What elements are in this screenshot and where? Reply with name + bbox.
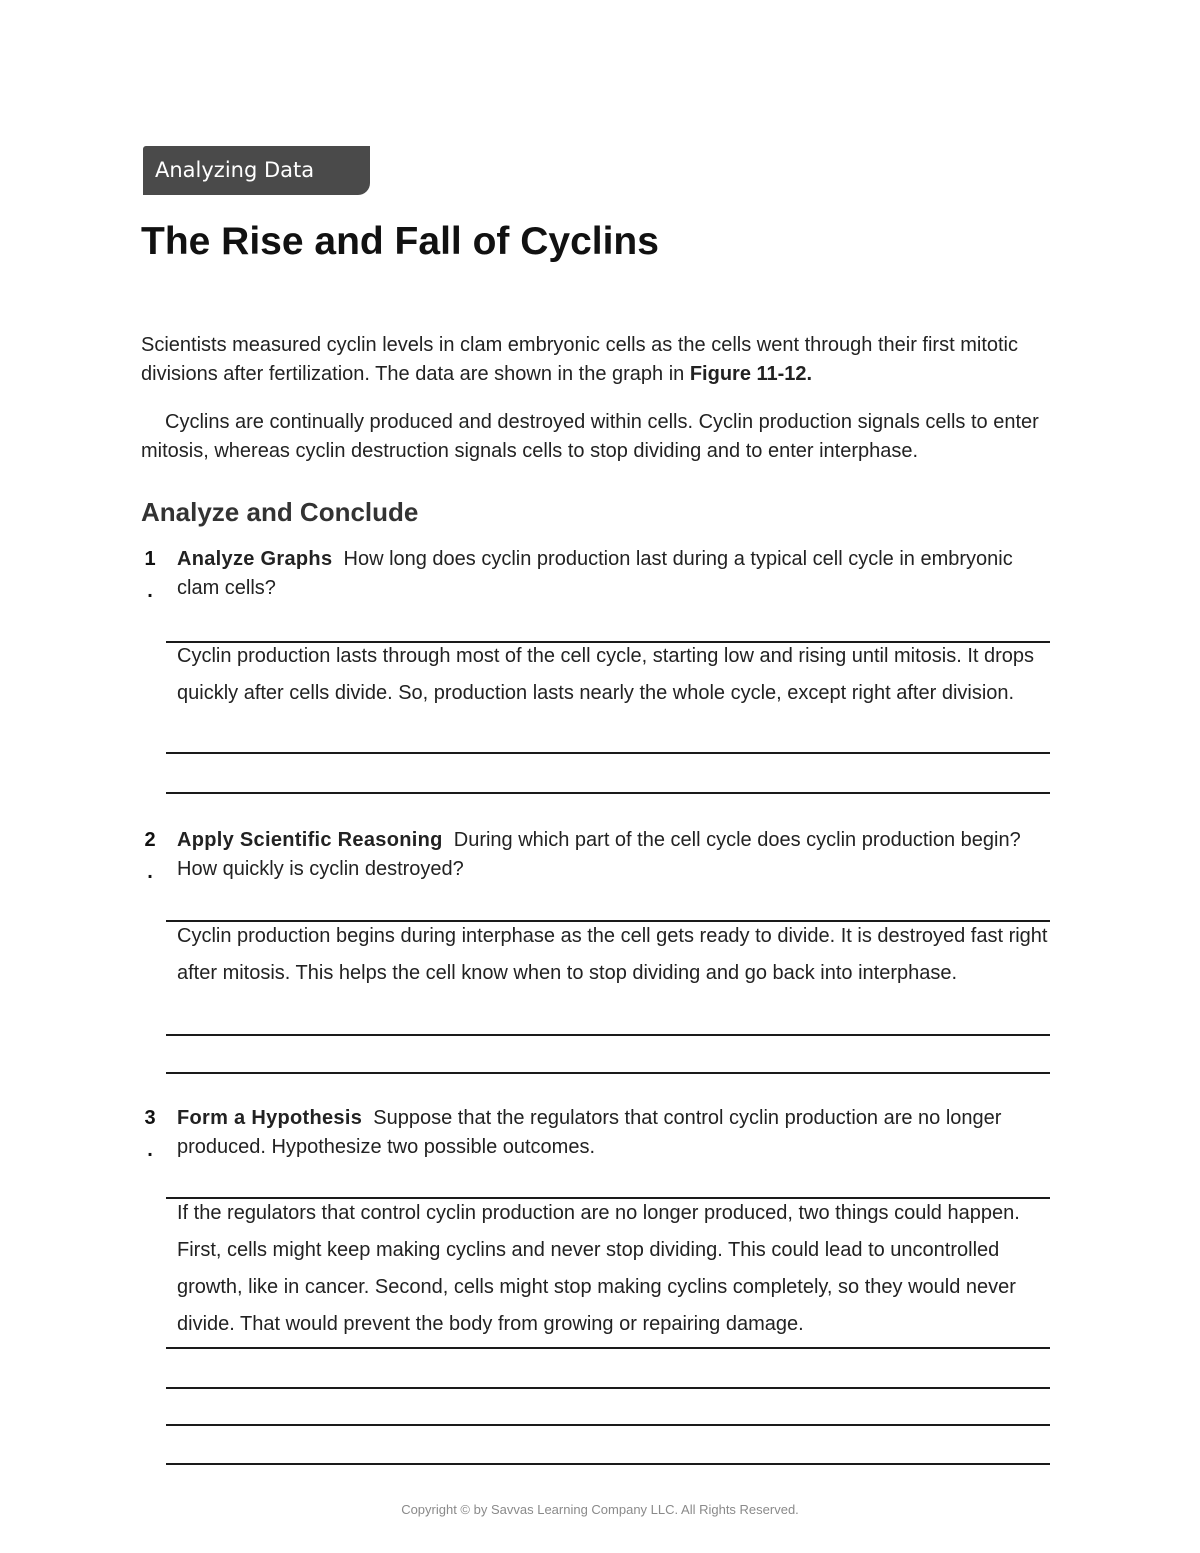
intro-paragraph-1-text: Scientists measured cyclin levels in clam embryonic cells as the cells went through their first mitotic divisions after fertilization. The data are shown in the graph in [141, 334, 1018, 385]
answer-rule [166, 752, 1050, 754]
question-3-number: 3 [144, 1107, 156, 1129]
question-2-number-dot: . [147, 861, 153, 883]
question-2-number: 2 [144, 829, 156, 851]
question-3-text [177, 1104, 1057, 1162]
question-1-number-dot: . [147, 580, 153, 602]
answer-rule [166, 792, 1050, 794]
question-1-number: 1 [144, 548, 156, 570]
question-1-prompt: How long does cyclin production last during a typical cell cycle in embryonic clam cells? [177, 548, 1013, 599]
answer-rule [166, 1463, 1050, 1465]
question-1-title: Analyze Graphs [177, 548, 333, 570]
question-3-prompt: Suppose that the regulators that control cyclin production are no longer produced. Hypothesize two possible outcomes. [177, 1107, 1002, 1158]
intro-paragraph-2: Cyclins are continually produced and destroyed within cells. Cyclin production signals cells to enter mitosis, whereas cyclin destruction signals cells to stop dividing and to enter interphase. [141, 411, 1039, 462]
question-1-text [177, 545, 1057, 603]
answer-rule [166, 1347, 1050, 1349]
question-3-title: Form a Hypothesis [177, 1107, 363, 1129]
page-title: The Rise and Fall of Cyclins [141, 220, 659, 263]
answer-rule [166, 1072, 1050, 1074]
section-heading: Analyze and Conclude [141, 497, 419, 527]
question-2-prompt: During which part of the cell cycle does cyclin production begin? How quickly is cyclin destroyed? [177, 829, 1021, 880]
question-3-answer: If the regulators that control cyclin production are no longer produced, two things could happen. First, cells might keep making cyclins and never stop dividing. This could lead to uncontrolled growth, like in cancer. Second, cells might stop making cyclins completely, so they would never divide. That would prevent the body from growing or repairing damage. [177, 1202, 1020, 1335]
question-2-title: Apply Scientific Reasoning [177, 829, 443, 851]
intro-paragraph-1 [141, 331, 1061, 389]
answer-rule [166, 1387, 1050, 1389]
section-badge: Analyzing Data [143, 146, 370, 195]
figure-reference: Figure 11-12. [689, 363, 813, 385]
answer-rule [166, 1424, 1050, 1426]
question-3-number-dot: . [147, 1139, 153, 1161]
answer-rule [166, 1034, 1050, 1036]
question-2-text [177, 826, 1057, 884]
question-1-answer: Cyclin production lasts through most of the cell cycle, starting low and rising until mitosis. It drops quickly after cells divide. So, production lasts nearly the whole cycle, except right after division. [177, 645, 1035, 704]
copyright-footer: Copyright © by Savvas Learning Company LLC. All Rights Reserved. [401, 1502, 799, 1517]
question-2-answer: Cyclin production begins during interphase as the cell gets ready to divide. It is destroyed fast right after mitosis. This helps the cell know when to stop dividing and go back into interphase. [177, 925, 1048, 984]
